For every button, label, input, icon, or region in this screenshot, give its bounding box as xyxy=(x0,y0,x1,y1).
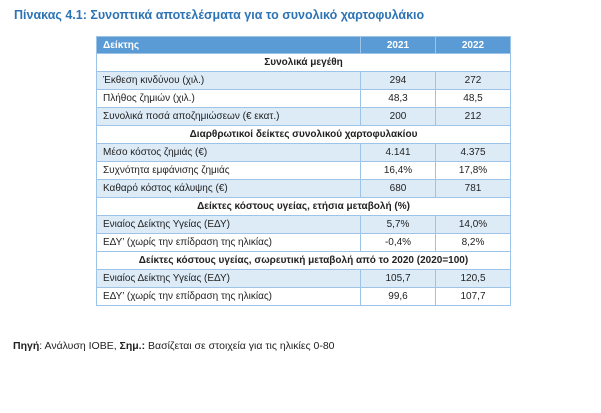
row-label: Συνολικά ποσά αποζημιώσεων (€ εκατ.) xyxy=(97,108,361,126)
row-value-2021: 48,3 xyxy=(361,90,436,108)
header-year-2021: 2021 xyxy=(361,37,436,54)
summary-table xyxy=(96,36,511,306)
row-value-2021: 16,4% xyxy=(361,162,436,180)
table-row xyxy=(97,270,511,288)
row-label: Έκθεση κινδύνου (χιλ.) xyxy=(97,72,361,90)
table-row xyxy=(97,144,511,162)
row-value-2022: 107,7 xyxy=(436,288,511,306)
note-label: Σημ.: xyxy=(119,340,146,352)
row-value-2022: 120,5 xyxy=(436,270,511,288)
row-label: ΕΔΥ’ (χωρίς την επίδραση της ηλικίας) xyxy=(97,234,361,252)
source-text: : Ανάλυση ΙΟΒΕ, xyxy=(39,340,120,352)
row-value-2021: 4.141 xyxy=(361,144,436,162)
row-value-2021: 680 xyxy=(361,180,436,198)
table-row xyxy=(97,72,511,90)
row-label: Μέσο κόστος ζημιάς (€) xyxy=(97,144,361,162)
row-label: Ενιαίος Δείκτης Υγείας (ΕΔΥ) xyxy=(97,270,361,288)
table-title: Πίνακας 4.1: Συνοπτικά αποτελέσματα για το συνολικό χαρτοφυλάκιο xyxy=(14,8,425,22)
source-label: Πηγή xyxy=(13,340,40,352)
header-year-2022: 2022 xyxy=(436,37,511,54)
section-row xyxy=(97,126,511,144)
row-value-2021: 99,6 xyxy=(361,288,436,306)
section-title: Συνολικά μεγέθη xyxy=(97,54,511,72)
row-label: ΕΔΥ’ (χωρίς την επίδραση της ηλικίας) xyxy=(97,288,361,306)
row-label: Ενιαίος Δείκτης Υγείας (ΕΔΥ) xyxy=(97,216,361,234)
row-value-2021: 200 xyxy=(361,108,436,126)
note-text: Βασίζεται σε στοιχεία για τις ηλικίες 0-80 xyxy=(145,340,335,352)
table-row xyxy=(97,288,511,306)
row-value-2021: -0,4% xyxy=(361,234,436,252)
row-label: Πλήθος ζημιών (χιλ.) xyxy=(97,90,361,108)
row-value-2022: 4.375 xyxy=(436,144,511,162)
section-row xyxy=(97,198,511,216)
row-value-2022: 272 xyxy=(436,72,511,90)
table-row xyxy=(97,90,511,108)
table-header-row xyxy=(97,37,511,54)
section-title: Δείκτες κόστους υγείας, ετήσια μεταβολή (%) xyxy=(97,198,511,216)
row-label: Συχνότητα εμφάνισης ζημιάς xyxy=(97,162,361,180)
row-value-2022: 17,8% xyxy=(436,162,511,180)
row-value-2022: 8,2% xyxy=(436,234,511,252)
section-row xyxy=(97,54,511,72)
row-value-2021: 105,7 xyxy=(361,270,436,288)
source-note xyxy=(13,340,335,352)
row-value-2022: 212 xyxy=(436,108,511,126)
table-row xyxy=(97,162,511,180)
row-value-2021: 5,7% xyxy=(361,216,436,234)
header-indicator: Δείκτης xyxy=(97,37,361,54)
row-value-2022: 48,5 xyxy=(436,90,511,108)
row-value-2021: 294 xyxy=(361,72,436,90)
row-value-2022: 781 xyxy=(436,180,511,198)
section-title: Δείκτες κόστους υγείας, σωρευτική μεταβολή από το 2020 (2020=100) xyxy=(97,252,511,270)
section-row xyxy=(97,252,511,270)
row-value-2022: 14,0% xyxy=(436,216,511,234)
table-row xyxy=(97,108,511,126)
row-label: Καθαρό κόστος κάλυψης (€) xyxy=(97,180,361,198)
section-title: Διαρθρωτικοί δείκτες συνολικού χαρτοφυλακίου xyxy=(97,126,511,144)
table-row xyxy=(97,234,511,252)
table-row xyxy=(97,180,511,198)
table-row xyxy=(97,216,511,234)
